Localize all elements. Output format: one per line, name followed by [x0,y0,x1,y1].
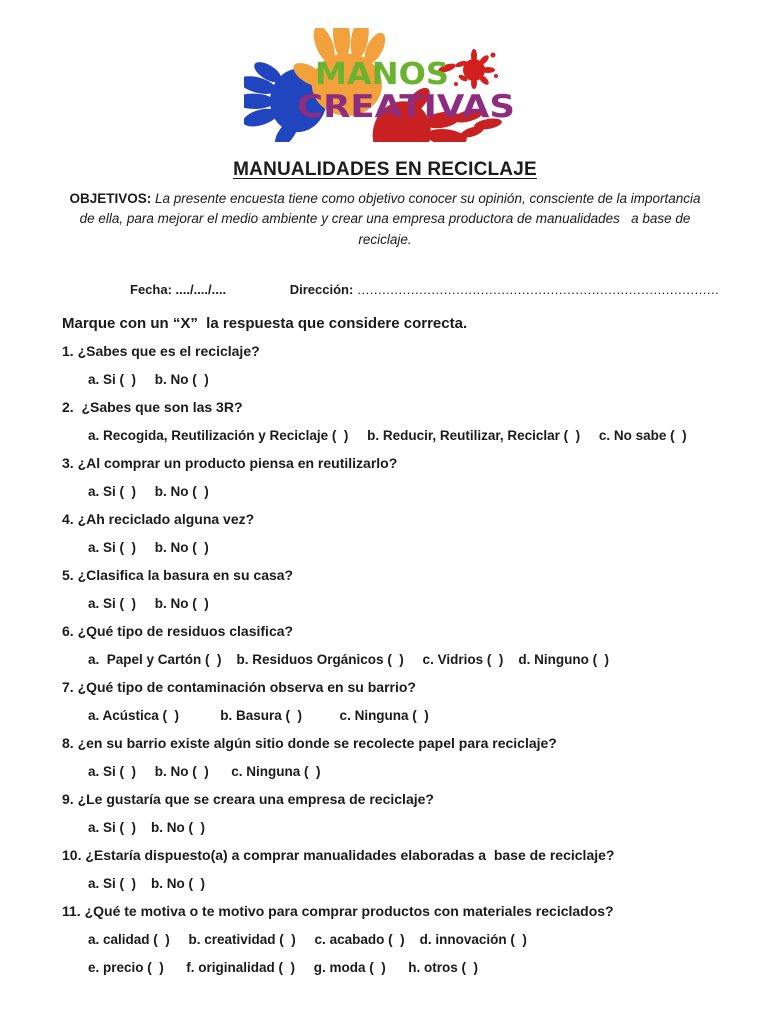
question-options [62,763,708,780]
question-block [62,903,708,976]
question-block [62,343,708,388]
fecha-label: Fecha: [130,281,172,297]
answer-options-line: a. Acústica ( ) b. Basura ( ) c. Ninguna ( ) [88,707,429,723]
question-block [62,455,708,500]
question-block [62,399,708,444]
question-block [62,567,708,612]
direccion-field [290,282,720,297]
answer-options-line: a. Papel y Cartón ( ) b. Residuos Orgánicos ( ) c. Vidrios ( ) d. Ninguno ( ) [88,651,610,667]
answer-options-line: a. calidad ( ) b. creatividad ( ) c. acabado ( ) d. innovación ( ) [88,931,527,947]
question-options [62,819,708,836]
question-options [62,427,708,444]
answer-options-line: a. Si ( ) b. No ( ) [88,875,205,891]
question-block [62,735,708,780]
paint-splat-icon [454,49,498,89]
question-block [62,791,708,836]
question-block [62,847,708,892]
question-text: 4. ¿Ah reciclado alguna vez? [62,510,255,527]
direccion-dotted-line: ........................................................................................ [353,281,720,297]
direccion-label: Dirección: [289,281,354,297]
meta-line [130,281,720,297]
question-options [62,931,708,976]
fecha-field [130,282,226,297]
question-text: 3. ¿Al comprar un producto piensa en reutilizarlo? [62,454,398,471]
question-text: 1. ¿Sabes que es el reciclaje? [62,342,260,359]
objectives-label: OBJETIVOS: [69,191,152,206]
answer-options-line: e. precio ( ) f. originalidad ( ) g. moda ( ) h. otros ( ) [88,959,479,975]
question-block [62,623,708,668]
objectives-text: La presente encuesta tiene como objetivo conocer su opinión, consciente de la importancia de ella, para mejorar el medio ambiente y crear una empresa productora de manualidades a base de reciclaje. [79,191,705,247]
question-options [62,875,708,892]
question-text: 6. ¿Qué tipo de residuos clasifica? [62,622,294,639]
logo-image [244,28,526,142]
answer-options-line: a. Recogida, Reutilización y Reciclaje ( ) b. Reducir, Reutilizar, Reciclar ( ) c. No sabe ( ) [88,427,687,443]
question-block [62,679,708,724]
answer-options-line: a. Si ( ) b. No ( ) [88,539,209,555]
question-options [62,371,708,388]
answer-options-line: a. Si ( ) b. No ( ) [88,483,209,499]
question-options [62,651,708,668]
page-title: MANUALIDADES EN RECICLAJE [233,159,537,180]
question-text: 7. ¿Qué tipo de contaminación observa en su barrio? [62,678,416,695]
logo-word-manos: MANOS [315,57,449,92]
question-text: 11. ¿Qué te motiva o te motivo para comprar productos con materiales reciclados? [62,902,614,919]
answer-options-line: a. Si ( ) b. No ( ) c. Ninguna ( ) [88,763,321,779]
question-text: 9. ¿Le gustaría que se creara una empresa de reciclaje? [62,790,434,807]
question-text: 8. ¿en su barrio existe algún sitio donde se recolecte papel para reciclaje? [62,734,557,751]
answer-options-line: a. Si ( ) b. No ( ) [88,371,209,387]
questions-list [62,343,708,976]
instruction-text: Marque con un “X” la respuesta que considere correcta. [62,314,468,332]
question-options [62,595,708,612]
question-options [62,483,708,500]
question-options [62,539,708,556]
objectives-paragraph [64,189,706,250]
question-text: 5. ¿Clasifica la basura en su casa? [62,566,294,583]
fecha-value: ..../..../.... [171,281,227,297]
question-text: 10. ¿Estaría dispuesto(a) a comprar manualidades elaboradas a base de reciclaje? [62,846,615,863]
logo-word-creativas: CREATIVAS [297,89,515,125]
logo-manos-creativas [62,28,708,147]
question-options [62,707,708,724]
answer-options-line: a. Si ( ) b. No ( ) [88,595,209,611]
answer-options-line: a. Si ( ) b. No ( ) [88,819,205,835]
question-block [62,511,708,556]
question-text: 2. ¿Sabes que son las 3R? [62,398,243,415]
